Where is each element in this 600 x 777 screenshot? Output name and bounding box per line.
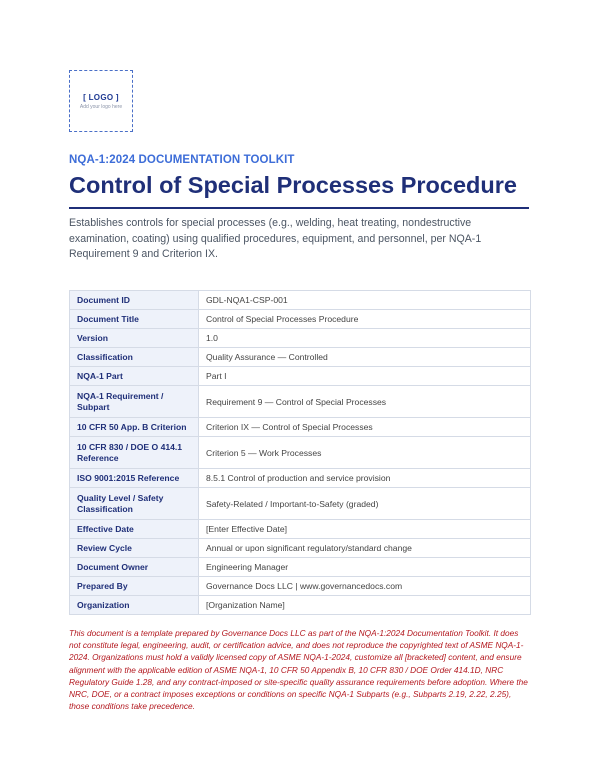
metadata-label: Document Owner — [70, 558, 199, 577]
metadata-row — [70, 520, 531, 539]
metadata-row — [70, 291, 531, 310]
metadata-label: Document ID — [70, 291, 199, 310]
metadata-value: Safety-Related / Important-to-Safety (graded) — [199, 488, 531, 520]
metadata-value: Quality Assurance — Controlled — [199, 348, 531, 367]
toolkit-label: NQA-1:2024 DOCUMENTATION TOOLKIT — [69, 154, 295, 166]
logo-subtitle: Add your logo here — [79, 103, 123, 110]
metadata-label: NQA-1 Requirement / Subpart — [70, 386, 199, 418]
document-metadata-table — [69, 290, 531, 615]
metadata-row — [70, 488, 531, 520]
metadata-value: Criterion IX — Control of Special Processes — [199, 418, 531, 437]
logo-title: [ LOGO ] — [83, 92, 119, 102]
metadata-row — [70, 310, 531, 329]
metadata-value: [Enter Effective Date] — [199, 520, 531, 539]
metadata-label: Quality Level / Safety Classification — [70, 488, 199, 520]
metadata-value: 1.0 — [199, 329, 531, 348]
metadata-row — [70, 558, 531, 577]
metadata-value: [Organization Name] — [199, 596, 531, 615]
logo-placeholder — [69, 70, 133, 132]
metadata-row — [70, 596, 531, 615]
metadata-label: Effective Date — [70, 520, 199, 539]
metadata-value: Requirement 9 — Control of Special Processes — [199, 386, 531, 418]
metadata-value: GDL-NQA1-CSP-001 — [199, 291, 531, 310]
metadata-label: Organization — [70, 596, 199, 615]
metadata-label: NQA-1 Part — [70, 367, 199, 386]
metadata-row — [70, 437, 531, 469]
metadata-label: Review Cycle — [70, 539, 199, 558]
title-divider — [69, 207, 529, 209]
metadata-value: Engineering Manager — [199, 558, 531, 577]
metadata-row — [70, 367, 531, 386]
metadata-row — [70, 577, 531, 596]
metadata-value: Annual or upon significant regulatory/standard change — [199, 539, 531, 558]
page-title: Control of Special Processes Procedure — [69, 172, 517, 198]
metadata-row — [70, 418, 531, 437]
metadata-label: ISO 9001:2015 Reference — [70, 469, 199, 488]
metadata-value: Part I — [199, 367, 531, 386]
metadata-row — [70, 469, 531, 488]
metadata-label: Classification — [70, 348, 199, 367]
metadata-value: 8.5.1 Control of production and service provision — [199, 469, 531, 488]
metadata-value: Control of Special Processes Procedure — [199, 310, 531, 329]
metadata-label: Prepared By — [70, 577, 199, 596]
metadata-label: 10 CFR 50 App. B Criterion — [70, 418, 199, 437]
metadata-value: Governance Docs LLC | www.governancedocs.com — [199, 577, 531, 596]
document-description: Establishes controls for special processes (e.g., welding, heat treating, nondestructive examination, coating) using qualified procedures, equipment, and personnel, per NQA-1 Requirement 9 and Criterion IX. — [69, 217, 482, 260]
metadata-label: Document Title — [70, 310, 199, 329]
metadata-value: Criterion 5 — Work Processes — [199, 437, 531, 469]
metadata-row — [70, 329, 531, 348]
metadata-row — [70, 348, 531, 367]
disclaimer-text: This document is a template prepared by Governance Docs LLC as part of the NQA-1:2024 Documentation Toolkit. It does not constitute legal, engineering, audit, or certification advice, and does not reproduce the copyrighted text of ASME NQA-1-2024. Organizations must hold a validly licensed copy of ASME NQA-1-2024, customize all [bracketed] content, and ensure alignment with the applicable edition of ASME NQA-1, 10 CFR 50 Appendix B, 10 CFR 830 / DOE Order 414.1D, NRC Regulatory Guide 1.28, and any contract-imposed or site-specific quality assurance requirements before adoption. Where the NRC, DOE, or a contract imposes exceptions or conditions on specific NQA-1 Subparts (e.g., Subparts 2.19, 2.22, 2.25), those conditions take precedence. — [69, 628, 528, 712]
metadata-row — [70, 539, 531, 558]
metadata-label: 10 CFR 830 / DOE O 414.1 Reference — [70, 437, 199, 469]
metadata-label: Version — [70, 329, 199, 348]
metadata-row — [70, 386, 531, 418]
